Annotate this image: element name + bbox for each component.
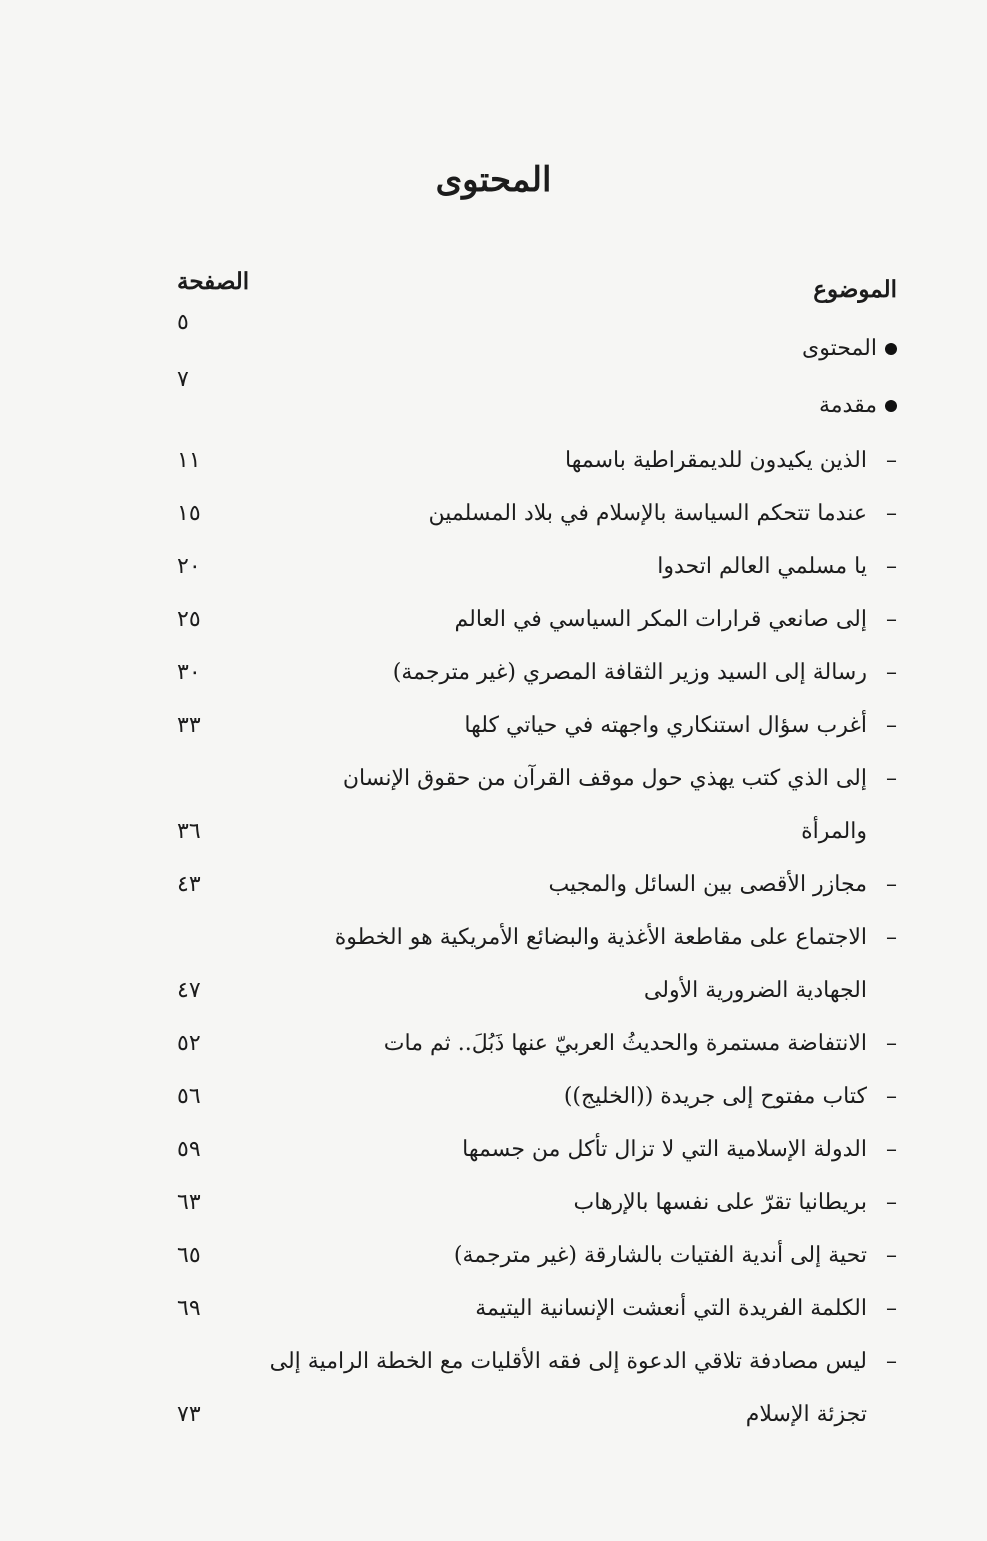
toc-entry [177, 434, 897, 487]
entry-title: رسالة إلى السيد وزير الثقافة المصري (غير مترجمة) [392, 660, 867, 685]
toc-entry [177, 1282, 897, 1335]
toc-entry [177, 752, 897, 858]
toc-entry [177, 911, 897, 1017]
toc-entry [177, 646, 897, 699]
entry-title: الكلمة الفريدة التي أنعشت الإنسانية اليتيمة [475, 1296, 867, 1321]
bullet-icon [885, 343, 897, 355]
dash-icon: – [886, 660, 897, 685]
entry-page: ٥٩ [177, 1137, 201, 1162]
toc-entry [177, 1070, 897, 1123]
dash-icon: – [886, 713, 897, 738]
entry-page: ٥٢ [177, 1031, 201, 1056]
toc-entry [177, 593, 897, 646]
entry-page: ٦٥ [177, 1243, 201, 1268]
toc-entry [177, 858, 897, 911]
toc-entry [177, 1229, 897, 1282]
dash-icon: – [886, 1084, 897, 1109]
dash-icon: – [886, 501, 897, 526]
entry-page: ١٥ [177, 501, 201, 526]
entry-title-continued: الجهادية الضرورية الأولى [643, 978, 867, 1003]
entry-title: ليس مصادفة تلاقي الدعوة إلى فقه الأقليات مع الخطة الرامية إلى [269, 1349, 867, 1374]
entry-title: أغرب سؤال استنكاري واجهته في حياتي كلها [464, 713, 867, 738]
entry-title: عندما تتحكم السياسة بالإسلام في بلاد المسلمين [428, 501, 867, 526]
entry-title: الذين يكيدون للديمقراطية باسمها [565, 448, 867, 473]
toc-entry [177, 487, 897, 540]
dash-icon: – [886, 1137, 897, 1162]
entry-page: ٣٣ [177, 713, 201, 738]
dash-icon: – [886, 1243, 897, 1268]
dash-icon: – [886, 766, 897, 791]
entry-title-continued: تجزئة الإسلام [745, 1402, 867, 1427]
entry-page: ٢٠ [177, 554, 201, 579]
entry-title: بريطانيا تقرّ على نفسها بالإرهاب [573, 1190, 867, 1215]
bullet-icon [885, 400, 897, 412]
dash-icon: – [886, 607, 897, 632]
entry-title: الاجتماع على مقاطعة الأغذية والبضائع الأمريكية هو الخطوة [334, 925, 867, 950]
entry-title: إلى صانعي قرارات المكر السياسي في العالم [454, 607, 867, 632]
entry-title: الدولة الإسلامية التي لا تزال تأكل من جسمها [462, 1137, 867, 1162]
dash-icon: – [886, 1031, 897, 1056]
dash-icon: – [886, 1296, 897, 1321]
toc-header [177, 268, 897, 320]
toc-entry [177, 1123, 897, 1176]
dash-icon: – [886, 1190, 897, 1215]
table-of-contents [177, 268, 897, 1441]
dash-icon: – [886, 554, 897, 579]
entry-page: ٧ [177, 367, 189, 392]
page-title: المحتوى [435, 160, 552, 200]
entry-page: ٦٩ [177, 1296, 201, 1321]
entry-title: الانتفاضة مستمرة والحديثُ العربيّ عنها ذَبُلَ.. ثم مات [383, 1031, 867, 1056]
toc-entry [177, 1335, 897, 1441]
entry-page: ٦٣ [177, 1190, 201, 1215]
entry-page: ٣٦ [177, 819, 201, 844]
entry-title: تحية إلى أندية الفتيات بالشارقة (غير مترجمة) [453, 1243, 867, 1268]
entry-page: ٤٧ [177, 978, 201, 1003]
entry-title: مجازر الأقصى بين السائل والمجيب [548, 872, 867, 897]
dash-icon: – [886, 448, 897, 473]
toc-entry [177, 540, 897, 593]
toc-entry [177, 699, 897, 752]
toc-entry [177, 1017, 897, 1070]
page-column-header: الصفحة [177, 268, 250, 295]
entry-page: ٧٣ [177, 1402, 201, 1427]
entry-title: كتاب مفتوح إلى جريدة ((الخليج)) [563, 1084, 867, 1109]
toc-entry [177, 367, 897, 434]
entry-title: المحتوى [802, 336, 877, 361]
dash-icon: – [886, 1349, 897, 1374]
entry-title: يا مسلمي العالم اتحدوا [657, 554, 867, 579]
entry-title: مقدمة [818, 393, 877, 418]
toc-entry [177, 1176, 897, 1229]
entry-page: ١١ [177, 448, 201, 473]
entry-page: ٣٠ [177, 660, 201, 685]
dash-icon: – [886, 925, 897, 950]
entry-title-continued: والمرأة [801, 819, 867, 844]
subject-column-header: الموضوع [813, 276, 897, 303]
entry-page: ٤٣ [177, 872, 201, 897]
entry-page: ٥ [177, 310, 189, 335]
toc-entry [177, 310, 897, 377]
entry-page: ٢٥ [177, 607, 201, 632]
dash-icon: – [886, 872, 897, 897]
entry-page: ٥٦ [177, 1084, 201, 1109]
entry-title: إلى الذي كتب يهذي حول موقف القرآن من حقوق الإنسان [342, 766, 867, 791]
